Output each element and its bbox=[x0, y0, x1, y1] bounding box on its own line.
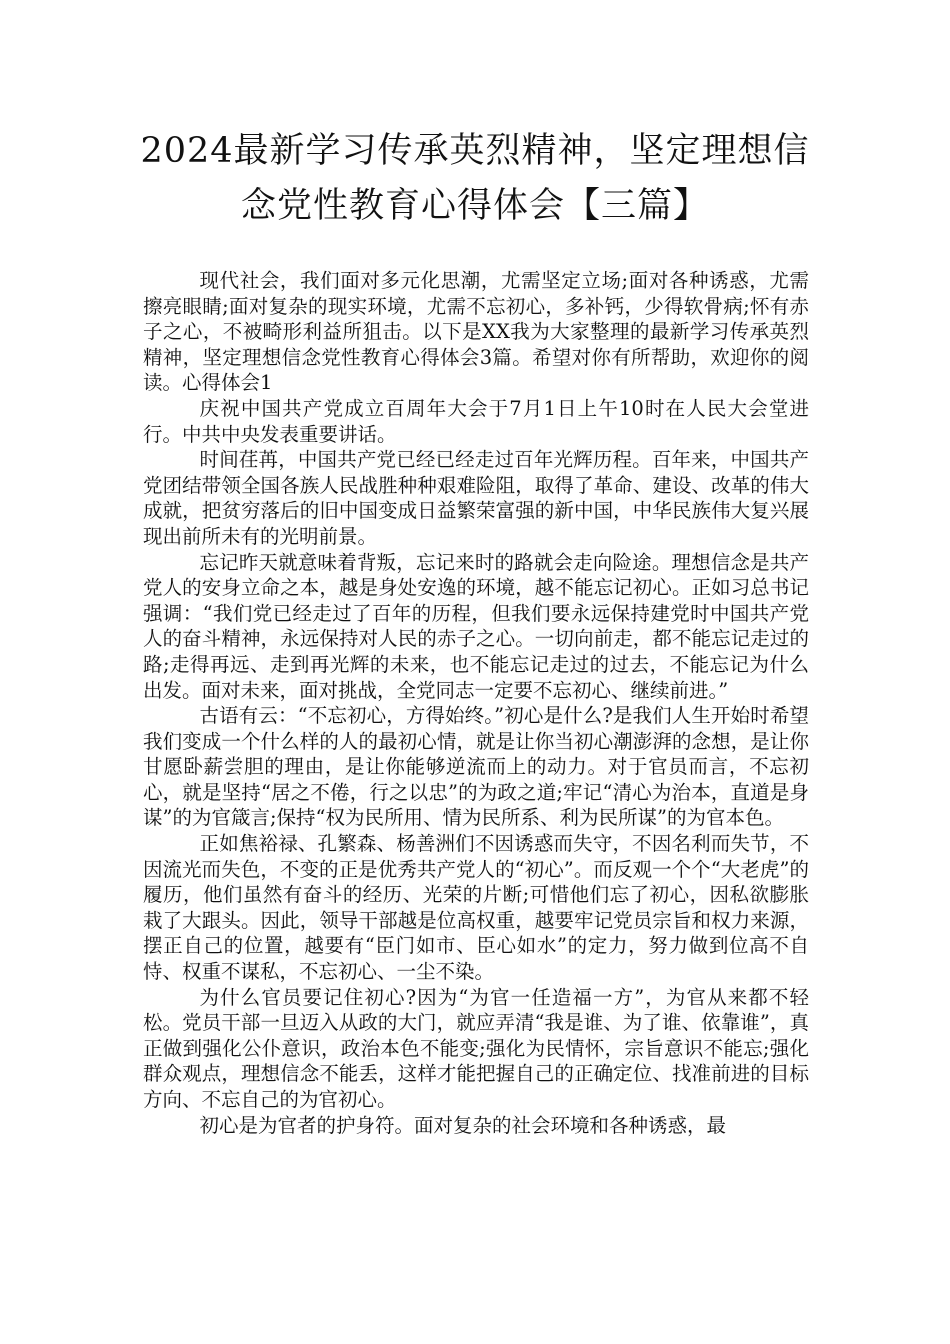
paragraph: 时间荏苒，中国共产党已经已经走过百年光辉历程。百年来，中国共产党团结带领全国各族人民战胜种种艰难险阻，取得了革命、建设、改革的伟大成就，把贫穷落后的旧中国变成日益繁荣富强的新中国，中华民族伟大复兴展现出前所未有的光明前景。 bbox=[143, 448, 809, 548]
document-body bbox=[143, 268, 809, 1138]
paragraph: 正如焦裕禄、孔繁森、杨善洲们不因诱惑而失守，不因名利而失节，不因流光而失色，不变的正是优秀共产党人的“初心”。而反观一个个“大老虎”的履历，他们虽然有奋斗的经历、光荣的片断;可惜他们忘了初心，因私欲膨胀栽了大跟头。因此，领导干部越是位高权重，越要牢记党员宗旨和权力来源，摆正自己的位置，越要有“臣门如市、臣心如水”的定力，努力做到位高不自恃、权重不谋私，不忘初心、一尘不染。 bbox=[143, 832, 809, 984]
document-title: 2024最新学习传承英烈精神，坚定理想信念党性教育心得体会【三篇】 bbox=[140, 131, 810, 226]
paragraph: 忘记昨天就意味着背叛，忘记来时的路就会走向险途。理想信念是共产党人的安身立命之本，越是身处安逸的环境，越不能忘记初心。正如习总书记强调：“我们党已经走过了百年的历程，但我们要永远保持建党时中国共产党人的奋斗精神，永远保持对人民的赤子之心。一切向前走，都不能忘记走过的路;走得再远、走到再光辉的未来，也不能忘记走过的过去，不能忘记为什么出发。面对未来，面对挑战，全党同志一定要不忘初心、继续前进。” bbox=[143, 550, 809, 702]
paragraph-intro: 现代社会，我们面对多元化思潮，尤需坚定立场;面对各种诱惑，尤需擦亮眼睛;面对复杂的现实环境，尤需不忘初心，多补钙，少得软骨病;怀有赤子之心，不被畸形利益所狙击。以下是XX我为大家整理的最新学习传承英烈精神，坚定理想信念党性教育心得体会3篇。希望对你有所帮助，欢迎你的阅读。心得体会1 bbox=[143, 269, 809, 395]
paragraph: 为什么官员要记住初心?因为“为官一任造福一方”，为官从来都不轻松。党员干部一旦迈入从政的大门，就应弄清“我是谁、为了谁、依靠谁”，真正做到强化公仆意识，政治本色不能变;强化为民情怀，宗旨意识不能忘;强化群众观点，理想信念不能丢，这样才能把握自己的正确定位、找准前进的目标方向、不忘自己的为官初心。 bbox=[143, 985, 809, 1111]
paragraph: 庆祝中国共产党成立百周年大会于7月1日上午10时在人民大会堂进行。中共中央发表重要讲话。 bbox=[143, 396, 809, 446]
paragraph: 初心是为官者的护身符。面对复杂的社会环境和各种诱惑，最 bbox=[199, 1113, 727, 1137]
paragraph: 古语有云：“不忘初心，方得始终。”初心是什么?是我们人生开始时希望我们变成一个什么样的人的最初心情，就是让你当初心潮澎湃的念想，是让你甘愿卧薪尝胆的理由，是让你能够逆流而上的动力。对于官员而言，不忘初心，就是坚持“居之不倦，行之以忠”的为政之道;牢记“清心为治本，直道是身谋”的为官箴言;保持“权为民所用、情为民所系、利为民所谋”的为官本色。 bbox=[143, 704, 809, 830]
